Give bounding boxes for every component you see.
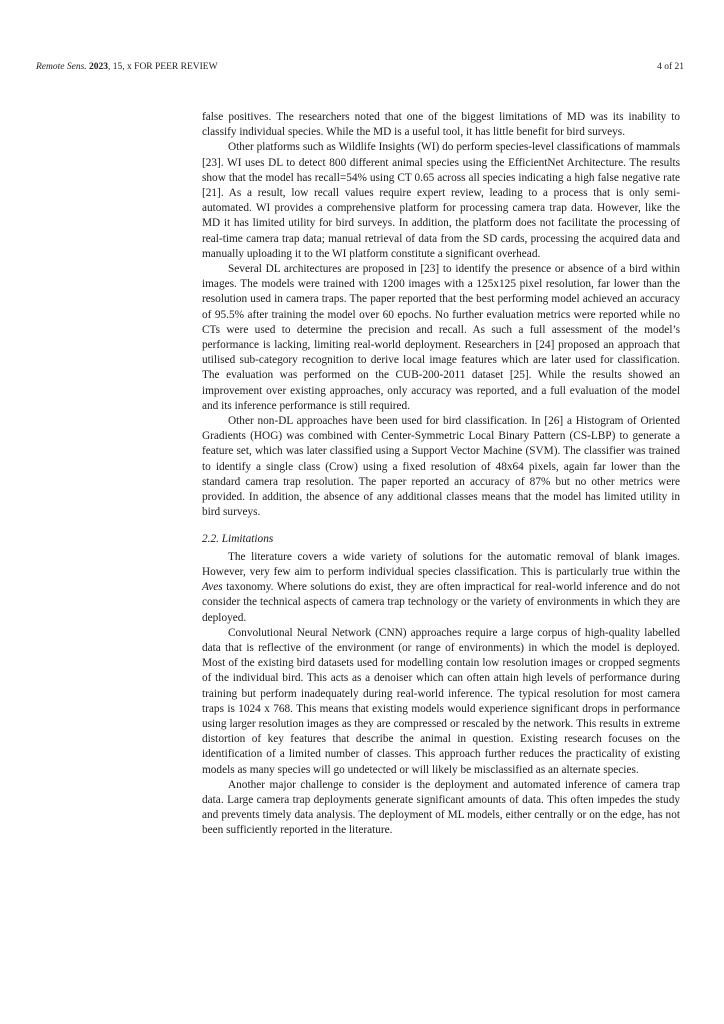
paragraph-5-part-1: The literature covers a wide variety of solutions for the automatic removal of blank images. However, very few aim to perform individual species classification. This is particularly true within the bbox=[202, 550, 680, 578]
paragraph-6: Convolutional Neural Network (CNN) approaches require a large corpus of high-quality labelled data that is reflective of the environment (or range of environments) in which the model is deployed. Most of the existing bird datasets used for modelling contain low resolution images or cropped segments of the individual bird. This acts as a denoiser which can often attain high levels of performance during training but perform inadequately during real-world inference. The typical resolution for most camera traps is 1024 x 768. This means that existing models would experience significant drops in performance using larger resolution images as they are compressed or rescaled by the network. This results in extreme distortion of key features that describe the animal in question. Existing research focuses on the identification of a limited number of classes. This approach further reduces the practicality of existing models as many species will go undetected or will likely be misclassified as an alternate species. bbox=[202, 626, 680, 776]
page-number: 4 of 21 bbox=[657, 62, 684, 72]
section-heading: 2.2. Limitations bbox=[202, 533, 274, 546]
journal-citation bbox=[36, 62, 218, 72]
paragraph-3: Several DL architectures are proposed in [23] to identify the presence or absence of a bird within images. The models were trained with 1200 images with a 125x125 pixel resolution, far lower than the resolution used in camera traps. The paper reported that the best performing model achieved an accuracy of 95.5% after training the model over 60 epochs. No further evaluation metrics were reported while no CTs were used to determine the precision and recall. As such a full assessment of the model’s performance is lacking, limiting real-world deployment. Researchers in [24] proposed an approach that utilised sub-category recognition to derive local image features which are later used for classification. The evaluation was performed on the CUB-200-2011 dataset [25]. While the results showed an improvement over existing approaches, only accuracy was reported, and a full evaluation of the model and its inference performance is still required. bbox=[202, 263, 680, 412]
paragraph-4: Other non-DL approaches have been used for bird classification. In [26] a Histogram of Oriented Gradients (HOG) was combined with Center-Symmetric Local Binary Pattern (CS-LBP) to generate a feature set, which was later classified using a Support Vector Machine (SVM). The classifier was trained to identify a single class (Crow) using a fixed resolution of 48x64 pixels, again far lower than the standard camera trap resolution. The paper reported an accuracy of 87% but no other metrics were provided. In addition, the absence of any additional classes means that the model has limited utility in bird surveys. bbox=[202, 415, 680, 519]
paragraph-7: Another major challenge to consider is the deployment and automated inference of camera trap data. Large camera trap deployments generate significant amounts of data. This often impedes the study and prevents timely data analysis. The deployment of ML models, either centrally or on the edge, has not been sufficiently reported in the literature. bbox=[202, 778, 680, 837]
journal-year: 2023 bbox=[89, 62, 109, 72]
main-text bbox=[202, 110, 680, 839]
journal-volume-info: , 15, x FOR PEER REVIEW bbox=[108, 62, 218, 72]
paragraph-2: Other platforms such as Wildlife Insights (WI) do perform species-level classifications of mammals [23]. WI uses DL to detect 800 different animal species using the EfficientNet Architecture. The results show that the model has recall=54% using CT 0.65 across all species indicating a high false negative rate [21]. As a result, low recall values require expert review, leading to a process that is only semi-automated. WI provides a comprehensive platform for processing camera trap data. However, like the MD it has limited utility for bird surveys. In addition, the platform does not facilitate the processing of real-time camera trap data; manual retrieval of data from the SD cards, processing the acquired data and manually uploading it to the WI platform constitute a significant overhead. bbox=[202, 141, 680, 260]
paragraph-5 bbox=[202, 550, 680, 626]
paragraph-1: false positives. The researchers noted that one of the biggest limitations of MD was its inability to classify individual species. While the MD is a useful tool, it has little benefit for bird surveys. bbox=[202, 111, 680, 139]
taxon-name: Aves bbox=[202, 581, 223, 594]
journal-name: Remote Sens. bbox=[36, 62, 87, 72]
paragraph-5-part-2: taxonomy. Where solutions do exist, they are often impractical for real-world inference and do not consider the technical aspects of camera trap technology or the variety of environments in which they are deployed. bbox=[202, 581, 680, 624]
